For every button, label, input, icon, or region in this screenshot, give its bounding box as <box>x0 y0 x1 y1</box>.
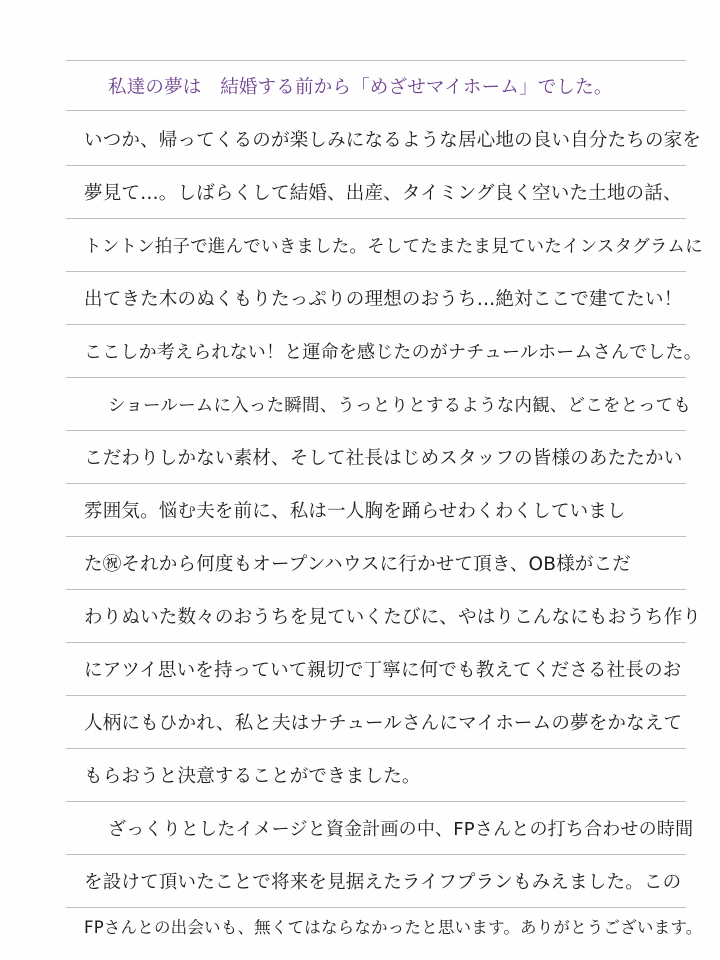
ruled-line <box>66 110 686 111</box>
ruled-line <box>66 430 686 431</box>
letter-line: 出てきた木のぬくもりたっぷりの理想のおうち…絶対ここで建てたい！ <box>84 289 683 310</box>
ruled-line <box>66 165 686 166</box>
letter-line: わりぬいた数々のおうちを見ていくたびに、やはりこんなにもおうち作り <box>84 607 702 628</box>
ruled-line <box>66 854 686 855</box>
letter-line: もらおうと決意することができました。 <box>84 766 421 787</box>
letter-line: いつか、帰ってくるのが楽しみになるような居心地の良い自分たちの家を <box>84 130 702 151</box>
letter-line: にアツイ思いを持っていて親切で丁寧に何でも教えてくださる社長のお <box>84 660 682 681</box>
ruled-line <box>66 483 686 484</box>
letter-line: を設けて頂いたことで将来を見据えたライフプランもみえました。この <box>84 872 682 893</box>
letter-heading-line: 私達の夢は 結婚する前から「めざせマイホーム」でした。 <box>108 77 613 98</box>
ruled-line <box>66 271 686 272</box>
letter-line: 雰囲気。悩む夫を前に、私は一人胸を踊らせわくわくしていまし <box>84 501 626 522</box>
letter-line: ショールームに入った瞬間、うっとりとするような内観、どこをとっても <box>108 396 692 416</box>
ruled-line <box>66 536 686 537</box>
letter-line: 人柄にもひかれ、私と夫はナチュールさんにマイホームの夢をかなえて <box>84 713 683 734</box>
letter-line: た㊗それから何度もオープンハウスに行かせて頂き、OB様がこだ <box>84 554 632 575</box>
letter-line: こだわりしかない素材、そして社長はじめスタッフの皆様のあたたかい <box>84 448 683 469</box>
letter-line: ここしか考えられない！と運命を感じたのがナチュールホームさんでした。 <box>84 342 702 363</box>
letter-line: トントン拍子で進んでいきました。そしてたまたま見ていたインスタグラムに <box>84 237 703 257</box>
ruled-line <box>66 907 686 908</box>
letter-line: ざっくりとしたイメージと資金計画の中、FPさんとの打ち合わせの時間 <box>108 819 694 840</box>
ruled-line <box>66 801 686 802</box>
ruled-line <box>66 60 686 61</box>
ruled-line <box>66 377 686 378</box>
letter-line: 夢見て…。しばらくして結婚、出産、タイミング良く空いた土地の話、 <box>84 183 682 204</box>
ruled-line <box>66 218 686 219</box>
letter-line: FPさんとの出会いも、無くてはならなかったと思います。ありがとうございます。 <box>84 918 703 937</box>
ruled-line <box>66 642 686 643</box>
ruled-line <box>66 748 686 749</box>
ruled-line <box>66 695 686 696</box>
ruled-line <box>66 324 686 325</box>
ruled-line <box>66 589 686 590</box>
